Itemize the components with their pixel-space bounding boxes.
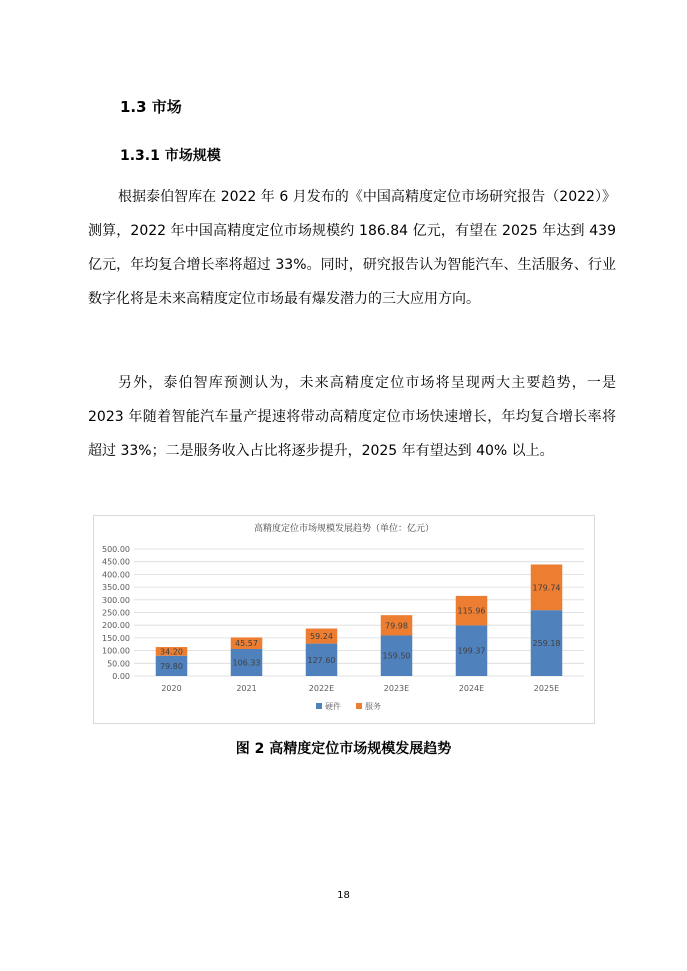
data-label: 79.80 bbox=[160, 661, 183, 671]
data-label: 159.50 bbox=[382, 651, 411, 661]
y-tick-label: 200.00 bbox=[102, 621, 130, 631]
data-label: 34.20 bbox=[160, 647, 183, 657]
chart-title: 高精度定位市场规模发展趋势（单位：亿元） bbox=[253, 524, 435, 534]
data-label: 179.74 bbox=[532, 583, 561, 593]
legend-label: 硬件 bbox=[325, 702, 341, 711]
section-heading: 1.3 市场 bbox=[120, 98, 182, 116]
subsection-heading: 1.3.1 市场规模 bbox=[120, 148, 221, 164]
legend-swatch bbox=[316, 703, 322, 709]
data-label: 259.18 bbox=[532, 639, 561, 649]
data-label: 45.57 bbox=[235, 639, 258, 649]
chart-container bbox=[93, 515, 595, 724]
y-tick-label: 500.00 bbox=[102, 545, 130, 554]
y-tick-label: 150.00 bbox=[102, 633, 130, 643]
data-label: 79.98 bbox=[385, 621, 408, 631]
y-tick-label: 450.00 bbox=[102, 557, 130, 567]
y-tick-label: 350.00 bbox=[102, 583, 130, 593]
data-label: 106.33 bbox=[232, 658, 261, 668]
legend-swatch bbox=[356, 703, 362, 709]
x-tick-label: 2020 bbox=[161, 684, 182, 693]
y-tick-label: 100.00 bbox=[102, 646, 130, 656]
x-tick-label: 2023E bbox=[383, 684, 410, 693]
y-tick-label: 50.00 bbox=[107, 659, 130, 669]
x-tick-label: 2025E bbox=[533, 684, 560, 693]
y-tick-label: 300.00 bbox=[102, 595, 130, 605]
body-paragraph: 另外，泰伯智库预测认为，未来高精度定位市场将呈现两大主要趋势，一是 2023 年随着智能汽车量产提速将带动高精度定位市场快速增长，年均复合增长率将超过 33%；二是服务收入占比将逐步提升，2025 年有望达到 40% 以上。 bbox=[88, 375, 616, 459]
stacked-bar-chart bbox=[94, 516, 594, 723]
data-label: 59.24 bbox=[310, 632, 333, 642]
data-label: 115.96 bbox=[457, 606, 486, 616]
body-paragraph: 根据泰伯智库在 2022 年 6 月发布的《中国高精度定位市场研究报告（2022）》测算，2022 年中国高精度定位市场规模约 186.84 亿元，有望在 2025 年达到 439 亿元，年均复合增长率将超过 33%。同时，研究报告认为智能汽车、生活服务、行业数字化将是未来高精度定位市场最有爆发潜力的三大应用方向。 bbox=[88, 189, 616, 307]
data-label: 127.60 bbox=[307, 655, 336, 665]
page-number: 18 bbox=[337, 890, 350, 901]
figure-caption: 图 2 高精度定位市场规模发展趋势 bbox=[235, 741, 452, 757]
legend-label: 服务 bbox=[365, 702, 381, 711]
x-tick-label: 2022E bbox=[308, 684, 335, 693]
data-label: 199.37 bbox=[457, 646, 486, 656]
y-tick-label: 0.00 bbox=[112, 672, 130, 681]
x-tick-label: 2024E bbox=[458, 684, 485, 693]
x-tick-label: 2021 bbox=[236, 684, 257, 693]
y-tick-label: 400.00 bbox=[102, 570, 130, 580]
y-tick-label: 250.00 bbox=[102, 608, 130, 618]
